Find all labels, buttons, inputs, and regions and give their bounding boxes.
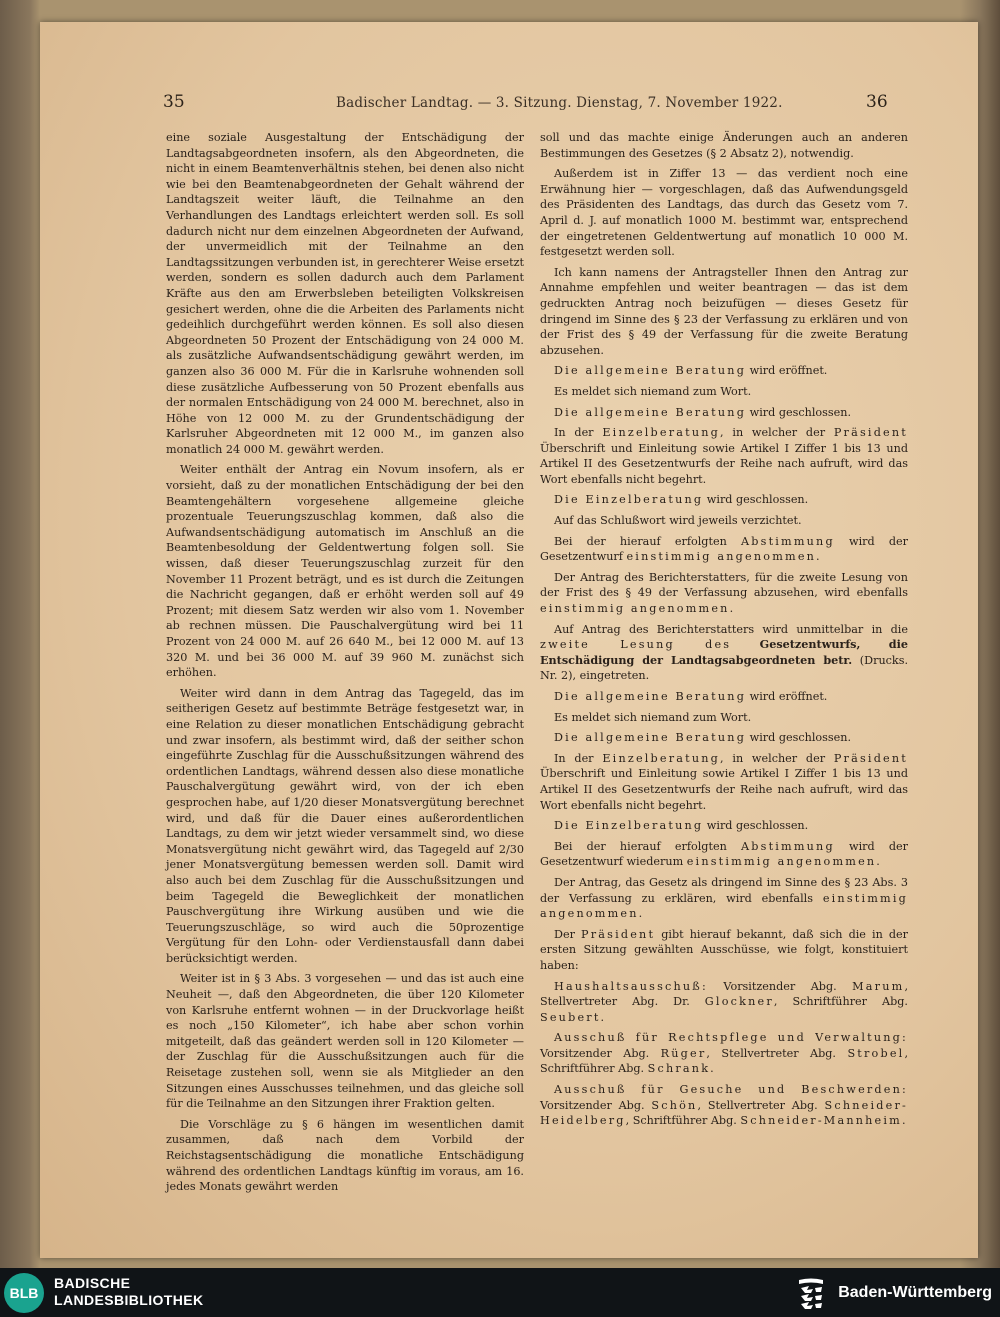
library-name[interactable]	[54, 1275, 204, 1309]
paragraph: Ich kann namens der Antragsteller Ihnen den Antrag zur Annahme empfehlen und weiter beantragen — das ist dem gedruckten Antrag noch beizufügen — dieses Gesetz für dringend im Sinne des § 23 der Verfassung zu erklären und von der Frist des § 49 der Verfassung für die zweite Beratung abzusehen.	[540, 265, 908, 357]
paragraph: Die Einzelberatung wird geschlossen.	[554, 819, 809, 833]
page-number-left: 35	[163, 92, 185, 112]
paragraph: In der Einzelberatung, in welcher der Präsident Überschrift und Einleitung sowie Artikel I Ziffer 1 bis 13 und Artikel II des Gesetzentwurfs der Reihe nach aufruft, wird das Wort ebenfalls nicht begehrt.	[540, 751, 908, 812]
paragraph: Die allgemeine Beratung wird geschlossen.	[554, 405, 852, 419]
lion-crest-icon	[796, 1276, 826, 1310]
library-name-line2: LANDESBIBLIOTHEK	[54, 1292, 204, 1308]
footer-bar	[0, 1268, 1000, 1317]
paragraph: Ausschuß für Rechtspflege und Verwaltung: Vorsitzender Abg. Rüger, Stellvertreter Abg. Strobel, Schriftführer Abg. Schrank.	[540, 1031, 909, 1076]
paragraph: In der Einzelberatung, in welcher der Präsident Überschrift und Einleitung sowie Artikel I Ziffer 1 bis 13 und Artikel II des Gesetzentwurfs der Reihe nach aufruft, wird das Wort ebenfalls nicht begehrt.	[540, 426, 908, 486]
paragraph: Weiter wird dann in dem Antrag das Tagegeld, das im seitherigen Gesetz auf bestimmte Beträge festgesetzt war, in eine Relation zu dieser monatlichen Entschädigung gebracht und zwar insofern, als bestimmt wird, daß der seither schon eingeführte Zuschlag für die Ausschußsitzungen während des ordentlichen Landtags, während dessen also diese monatliche Pauschalvergütung gewährt wird, von der ich eben gesprochen habe, auf 1/20 dieser Monatsvergütung berechnet wird, und daß für die Dauer eines außerordentlichen Landtags, zu dem wir jetzt wieder versammelt sind, wo diese Monatsvergütung nicht gewährt wird, das Tagegeld auf 2/30 jener Monatsvergütung bemessen werden soll. Damit wird also auch bei dem Zuschlag für die Ausschußsitzungen und beim Tagegeld die Beweglichkeit der monatlichen Pauschvergütung ihre Wirkung ausüben und wie die Teuerungszuschläge, so wird auch die 50prozentige Vergütung für den Lohn- oder Verdienstausfall dann dabei berücksichtigt werden.	[166, 686, 524, 965]
paragraph: Die allgemeine Beratung wird geschlossen.	[554, 731, 852, 745]
paragraph: Bei der hierauf erfolgten Abstimmung wird der Gesetzentwurf einstimmig angenommen.	[540, 534, 909, 564]
running-head: Badischer Landtag. — 3. Sitzung. Dienstag, 7. November 1922.	[336, 95, 783, 111]
paragraph: Weiter enthält der Antrag ein Novum insofern, als er vorsieht, daß zu der monatlichen Entschädigung der bei den Beamtengehältern vorgesehene allgemeine gleiche prozentuale Teuerungszuschlag kommen, daß also die Aufwandsentschädigung automatisch im Anschluß an die Beamtenbesoldung der Geldentwertung folgen soll. Sie wissen, daß dieser Teuerungszuschlag zurzeit für den November 11 Prozent beträgt, und es ist durch die Zeitungen die Nachricht gegangen, daß er erhöht werden soll auf 49 Prozent; mit diesem Satz werden wir also vom 1. November ab rechnen müssen. Die Pauschalvergütung wird bei 11 Prozent von 24 000 M. auf 26 640 M., bei 12 000 M. auf 13 320 M. und bei 36 000 M. auf 39 960 M. zunächst sich erhöhen.	[166, 463, 524, 680]
left-column	[166, 130, 524, 1198]
paragraph: Die allgemeine Beratung wird eröffnet.	[554, 690, 828, 703]
paragraph: Der Antrag des Berichterstatters, für die zweite Lesung von der Frist des § 49 der Verfassung abzusehen, wird ebenfalls einstimmig angenommen.	[540, 570, 908, 616]
paragraph: Weiter ist in § 3 Abs. 3 vorgesehen — und das ist auch eine Neuheit —, daß den Abgeordneten, die über 120 Kilometer von Karlsruhe entfernt wohnen — in der Druckvorlage heißt es noch „150 Kilometer“, ich habe aber schon vorhin mitgeteilt, daß das geändert werden soll in 120 Kilometer — der Zuschlag für die Ausschußsitzungen auch für die Reisetage zustehen soll, wenn sie als Mitglieder an den Sitzungen eines Ausschusses teilnehmen, und das gleiche soll für die Teilnahme an den Sitzungen ihrer Fraktion gelten.	[166, 972, 524, 1111]
paragraph: Auf das Schlußwort wird jeweils verzichtet.	[554, 514, 802, 528]
paragraph: Es meldet sich niemand zum Wort.	[554, 710, 752, 724]
paragraph: soll und das machte einige Änderungen auch an anderen Bestimmungen des Gesetzes (§ 2 Absatz 2), notwendig.	[540, 131, 908, 160]
paragraph: Der Antrag, das Gesetz als dringend im Sinne des § 23 Abs. 3 der Verfassung zu erklären, wird ebenfalls einstimmig angenommen.	[540, 875, 908, 921]
paragraph: Es meldet sich niemand zum Wort.	[554, 384, 752, 398]
page-number-right: 36	[866, 92, 888, 112]
paragraph: Die allgemeine Beratung wird eröffnet.	[554, 364, 828, 378]
paragraph: Außerdem ist in Ziffer 13 — das verdient noch eine Erwähnung hier — vorgeschlagen, daß das Aufwendungsgeld des Präsidenten des Landtags, das durch das Gesetz vom 7. April d. J. auf monatlich 1000 M. bestimmt war, entsprechend der eingetretenen Geldentwertung auf monatlich 10 000 M. festgesetzt werden soll.	[540, 167, 908, 259]
right-column	[540, 130, 908, 1132]
paragraph: Ausschuß für Gesuche und Beschwerden: Vorsitzender Abg. Schön, Stellvertreter Abg. Schneider-Heidelberg, Schriftführer Abg. Schneider-Mannheim.	[540, 1083, 908, 1128]
paragraph: Bei der hierauf erfolgten Abstimmung wird der Gesetzentwurf wiederum einstimmig angenommen.	[540, 839, 909, 869]
library-name-line1: BADISCHE	[54, 1275, 131, 1291]
paragraph: Die Vorschläge zu § 6 hängen im wesentlichen damit zusammen, daß nach dem Vorbild der Reichstagsentschädigung die monatliche Entschädigung während des ordentlichen Landtags künftig im voraus, am 16. jedes Monats gewährt werden	[166, 1117, 524, 1194]
paragraph: Der Präsident gibt hierauf bekannt, daß sich die in der ersten Sitzung gewählten Ausschüsse, wie folgt, konstituiert haben:	[540, 927, 908, 972]
blb-logo-icon[interactable]: BLB	[4, 1273, 44, 1313]
paragraph: Haushaltsausschuß: Vorsitzender Abg. Marum, Stellvertreter Abg. Dr. Glockner, Schriftführer Abg. Seubert.	[540, 979, 908, 1024]
state-name: Baden-Württemberg	[838, 1284, 992, 1301]
paragraph: Die Einzelberatung wird geschlossen.	[554, 493, 809, 507]
baden-wuerttemberg-logo[interactable]	[796, 1274, 992, 1312]
paragraph: Auf Antrag des Berichterstatters wird unmittelbar in die zweite Lesung des Gesetzentwurfs, die Entschädigung der Landtagsabgeordneten betr. (Drucks. Nr. 2), eingetreten.	[540, 622, 908, 683]
paragraph: eine soziale Ausgestaltung der Entschädigung der Landtagsabgeordneten insofern, als den Abgeordneten, die nicht in einem Beamtenverhältnis stehen, bei denen also nicht wie bei den Beamtenabgeordneten der Gehalt während der Landtagszeit weiter läuft, die Teilnahme an den Verhandlungen des Landtags erleichtert werden soll. Es soll dadurch nicht nur dem einzelnen Abgeordneten der Aufwand, der unvermeidlich mit der Teilnahme an den Landtagssitzungen verbunden ist, in gerechterer Weise ersetzt werden, sondern es sollen dadurch auch dem Parlament Kräfte aus den am Erwerbsleben beteiligten Volkskreisen gesichert werden, ohne die die Arbeiten des Parlaments nicht gedeihlich durchgeführt werden können. Es soll also diesen Abgeordneten 50 Prozent der Entschädigung von 24 000 M. als zusätzliche Aufwandsentschädigung gewährt werden, im ganzen also 36 000 M. Für die in Karlsruhe wohnenden soll diese zusätzliche Aufbesserung von 50 Prozent ebenfalls aus der normalen Entschädigung von 24 000 M. berechnet, also in Höhe von 12 000 M. zu der Grundentschädigung der Karlsruher Abgeordneten mit 12 000 M., im ganzen also monatlich 24 000 M. gewährt werden.	[166, 131, 524, 456]
